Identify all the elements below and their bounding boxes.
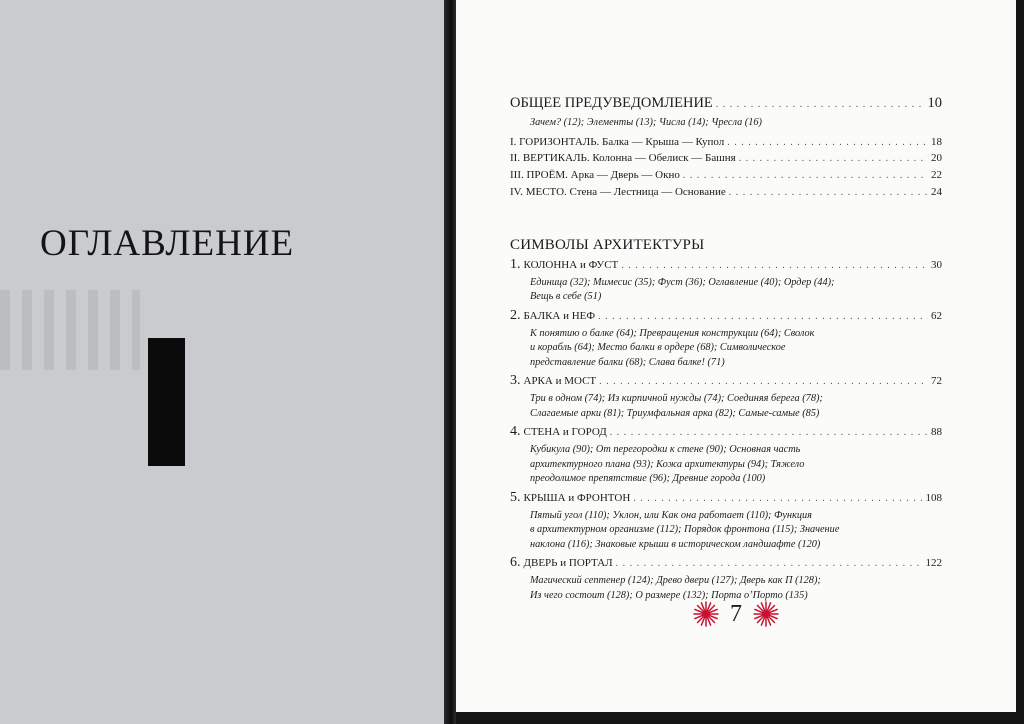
toc-entry-label: АРКА и МОСТ — [523, 375, 597, 388]
chapter-number: 4. — [510, 424, 521, 440]
table-of-contents — [510, 94, 942, 607]
left-page — [0, 0, 444, 724]
toc-entry-part[interactable] — [510, 168, 942, 184]
page-folio — [456, 600, 1016, 628]
toc-entry-chapter[interactable] — [510, 374, 942, 390]
toc-entry-chapter[interactable] — [510, 425, 942, 441]
toc-subentry-line: Зачем? (12); Элементы (13); Числа (14); Чресла (16) — [530, 117, 762, 128]
dot-leader — [729, 186, 928, 201]
toc-page-number: 72 — [931, 375, 942, 388]
toc-entry-label: ОБЩЕЕ ПРЕДУВЕДОМЛЕНИЕ — [510, 95, 713, 111]
dot-leader — [716, 96, 925, 114]
toc-entry-chapter[interactable] — [510, 556, 942, 572]
toc-page-number: 62 — [931, 309, 942, 322]
toc-chapter — [510, 491, 942, 553]
toc-subentry-line: в архитектурном организме (112); Порядок фронтона (115); Значение — [530, 524, 840, 536]
chapter-number: 2. — [510, 307, 521, 323]
toc-entry-label: II. ВЕРТИКАЛЬ. Колонна — Обелиск — Башня — [510, 152, 736, 165]
toc-subentry-line: преодолимое препятствие (96); Древние города (100) — [530, 473, 766, 485]
dot-leader — [621, 259, 928, 274]
toc-page-number: 24 — [931, 185, 942, 198]
toc-subentry-line: Пятый угол (110); Уклон, или Как она работает (110); Функция — [530, 509, 812, 521]
dot-leader — [598, 310, 928, 325]
bleed-through-texture — [0, 290, 140, 370]
toc-page-number: 108 — [925, 491, 942, 504]
toc-chapter — [510, 374, 942, 421]
toc-chapter — [510, 258, 942, 305]
toc-page-number: 10 — [927, 95, 942, 111]
toc-subentry-line: и корабль (64); Место балки в ордере (68); Символическое — [530, 342, 786, 354]
toc-page-number: 122 — [925, 557, 942, 570]
toc-entry-chapter[interactable] — [510, 491, 942, 507]
contents-title: ОГЛАВЛЕНИЕ — [40, 223, 295, 264]
toc-entry-label: СТЕНА и ГОРОД — [523, 426, 607, 439]
page-number: 7 — [730, 600, 742, 627]
toc-subentry-line: Магический септенер (124); Древо двери (127); Дверь как П (128); — [530, 575, 821, 587]
section-title-symbols: СИМВОЛЫ АРХИТЕКТУРЫ — [510, 236, 705, 253]
toc-page-number: 18 — [931, 135, 942, 148]
book-gutter — [444, 0, 456, 724]
toc-entry-part[interactable] — [510, 135, 942, 151]
toc-page-number: 88 — [931, 426, 942, 439]
toc-subentries — [510, 392, 942, 421]
toc-page-number: 20 — [931, 152, 942, 165]
chapter-number: 6. — [510, 555, 521, 571]
toc-entry-label: I. ГОРИЗОНТАЛЬ. Балка — Крыша — Купол — [510, 135, 725, 148]
dot-leader — [633, 492, 922, 507]
toc-subentry-line: Вещь в себе (51) — [530, 291, 602, 303]
toc-subentry-line: представление балки (68); Слава балке! (71) — [530, 356, 725, 368]
dot-leader — [610, 426, 928, 441]
toc-subentry-line: Из чего состоит (128); О размере (132); Порта о’Порто (135) — [530, 589, 808, 601]
toc-page-number: 30 — [931, 258, 942, 271]
toc-entry-label: ДВЕРЬ и ПОРТАЛ — [523, 557, 613, 570]
toc-subentries — [510, 327, 942, 371]
toc-entry-chapter[interactable] — [510, 309, 942, 325]
toc-entry-chapter[interactable] — [510, 258, 942, 274]
dot-leader — [616, 557, 923, 572]
toc-subentry-line: Кубикула (90); От перегородки к стене (90); Основная часть — [530, 444, 801, 456]
toc-subentry-line: архитектурного плана (93); Кожа архитектуры (94); Тяжело — [530, 458, 805, 470]
dot-leader — [727, 136, 928, 151]
toc-page-number: 22 — [931, 169, 942, 182]
toc-chapter — [510, 556, 942, 603]
toc-subentries — [510, 276, 942, 305]
toc-entry-label: III. ПРОЁМ. Арка — Дверь — Окно — [510, 169, 680, 182]
toc-entry-general[interactable] — [510, 94, 942, 114]
toc-subentry-line: Слагаемые арки (81); Триумфальная арка (82); Самые-самые (85) — [530, 407, 820, 419]
roman-numeral-one-mark — [148, 338, 185, 466]
right-page — [456, 0, 1016, 712]
toc-entry-label: IV. МЕСТО. Стена — Лестница — Основание — [510, 185, 726, 198]
asterisk-ornament-icon — [692, 600, 720, 628]
chapter-number: 5. — [510, 489, 521, 505]
toc-subentry-line: Единица (32); Мимесис (35); Фуст (36); Оглавление (40); Ордер (44); — [530, 276, 835, 288]
chapter-number: 1. — [510, 256, 521, 272]
toc-entry-label: КОЛОННА и ФУСТ — [523, 258, 619, 271]
dot-leader — [599, 375, 928, 390]
toc-subentries — [510, 443, 942, 487]
dot-leader — [683, 169, 928, 184]
toc-subentries — [510, 509, 942, 553]
toc-entry-label: БАЛКА и НЕФ — [523, 309, 596, 322]
toc-entry-label: КРЫША и ФРОНТОН — [523, 491, 631, 504]
toc-subentry-line: Три в одном (74); Из кирпичной нужды (74); Соединяя берега (78); — [530, 393, 823, 405]
chapter-number: 3. — [510, 373, 521, 389]
toc-subentries — [510, 116, 942, 131]
toc-chapter — [510, 425, 942, 487]
toc-entry-part[interactable] — [510, 151, 942, 167]
toc-chapter — [510, 309, 942, 371]
asterisk-ornament-icon — [752, 600, 780, 628]
toc-subentry-line: наклона (116); Знаковые крыши в историческом ландшафте (120) — [530, 538, 821, 550]
toc-subentry-line: К понятию о балке (64); Превращения конструкции (64); Сволок — [530, 327, 815, 339]
toc-entry-part[interactable] — [510, 185, 942, 201]
dot-leader — [739, 152, 928, 167]
